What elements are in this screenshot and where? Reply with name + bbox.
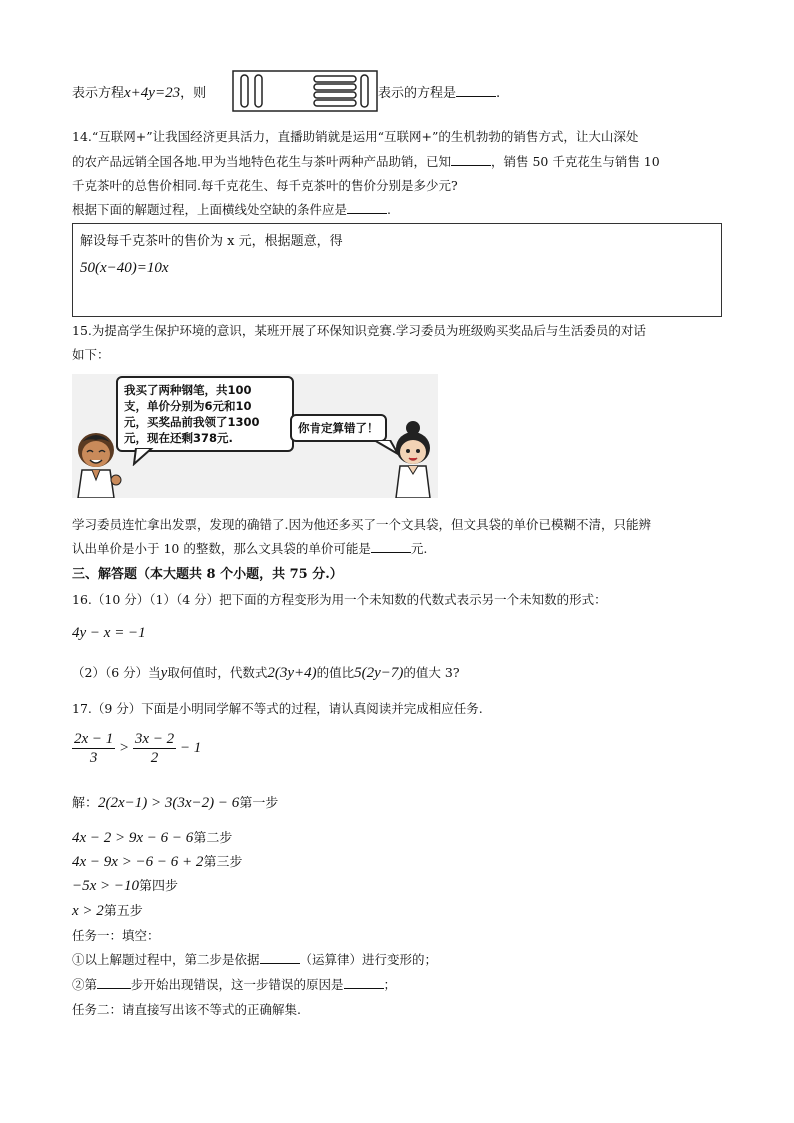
q14-answer-blank[interactable] [347, 201, 387, 214]
q17-step1-expr: 2(2x−1) > 3(3x−2) − 6 [98, 795, 240, 811]
q17-step5 [72, 902, 143, 921]
q16-part2d: 的值大 3? [403, 665, 460, 680]
q15-answer-blank[interactable] [371, 540, 411, 553]
q17-gt: > [119, 739, 130, 756]
q14-box-equation: 50(x−40)=10x [80, 260, 169, 276]
q13-equation: x+4y=23 [124, 85, 181, 101]
q17-task2: 任务二：请直接写出该不等式的正确解集. [72, 1002, 301, 1017]
q15-line2: 如下： [72, 347, 110, 362]
q17-frac2-den: 2 [150, 750, 159, 766]
q17-task1-a2: （运算律）进行变形的； [299, 952, 438, 967]
boy-character-icon [72, 430, 124, 498]
match-horizontal-1 [314, 76, 356, 82]
q16-expr2: 5(2y−7) [354, 665, 404, 681]
q17-step-number-blank[interactable] [97, 976, 131, 989]
q17-frac1-den: 3 [89, 750, 98, 766]
q13-answer-blank[interactable] [456, 84, 496, 97]
bubble-left-line4: 元，现在还剩378元. [124, 431, 233, 445]
q17-step5-suffix: 第五步 [103, 904, 143, 919]
q14-box-line1: 解设每千克茶叶的售价为 x 元，根据题意，得 [80, 234, 343, 249]
q16-expr1: 2(3y+4) [267, 665, 317, 681]
bubble-left-tail [132, 448, 162, 466]
q17-frac1-num: 2x − 1 [74, 731, 114, 747]
q17-step2-suffix: 第二步 [193, 831, 233, 846]
q15-line1: 15.为提高学生保护环境的意识，某班开展了环保知识竞赛.学习委员为班级购买奖品后与生活委员的对话 [72, 323, 646, 338]
q17-step1-suffix: 第一步 [239, 796, 279, 811]
q14-line2b: ，销售 50 千克花生与销售 10 [490, 154, 660, 169]
q14-line1: 14.“互联网+”让我国经济更具活力，直播助销就是运用“互联网+”的生机勃勃的销售方式，让大山深处 [72, 129, 639, 144]
bubble-left-line3: 元，买奖品前我领了1300 [124, 415, 260, 429]
q14-line2a: 的农产品远销全国各地.甲为当地特色花生与茶叶两种产品助销，已知 [72, 154, 451, 169]
q17-inequality [72, 730, 201, 767]
q17-step4 [72, 877, 178, 896]
q16-part2b: 取何值时，代数式 [167, 665, 268, 680]
match-horizontal-2 [314, 84, 356, 90]
q13-prefix: 表示方程 [72, 86, 125, 101]
q17-task1-b1: ②第 [72, 977, 98, 992]
q16-equation: 4y − x = −1 [72, 625, 146, 641]
q17-operation-law-blank[interactable] [260, 951, 300, 964]
q17-line1: 17.（9 分）下面是小明同学解不等式的过程，请认真阅读并完成相应任务. [72, 701, 483, 716]
q16-part2a: （2）（6 分）当 [72, 665, 161, 680]
q15-illustration [72, 374, 438, 498]
q17-step4-expr: −5x > −10 [72, 878, 140, 894]
q14-line4: 根据下面的解题过程，上面横线处空缺的条件应是 . [72, 202, 391, 217]
q14-solution-box [72, 223, 722, 317]
q17-task1-a [72, 951, 437, 969]
match-vertical-3 [361, 75, 368, 107]
q14-line3: 千克茶叶的总售价相同.每千克花生、每千克茶叶的售价分别是多少元? [72, 178, 458, 193]
speech-bubble-right: 你肯定算错了！ [290, 414, 387, 442]
q17-step2-expr: 4x − 2 > 9x − 6 − 6 [72, 830, 194, 846]
q16-part2-var: y [160, 665, 168, 681]
q16-part2 [72, 664, 460, 682]
q17-step3-suffix: 第三步 [203, 855, 243, 870]
q17-task1: 任务一：填空： [72, 928, 160, 943]
q17-step3 [72, 853, 242, 872]
q14-line4-text: 根据下面的解题过程，上面横线处空缺的条件应是 [72, 202, 348, 217]
q16-line1: 16.（10 分）（1）（4 分）把下面的方程变形为用一个未知数的代数式表示另一个未知数的形式： [72, 592, 607, 607]
q15-after-line1: 学习委员连忙拿出发票，发现的确错了.因为他还多买了一个文具袋，但文具袋的单价已模糊不清，只能辨 [72, 517, 651, 532]
q13-line [72, 84, 206, 103]
bubble-left-line1: 我买了两种钢笔，共100 [124, 383, 252, 397]
q17-frac2 [133, 730, 176, 767]
bubble-left-line2: 支，单价分别为6元和10 [124, 399, 252, 413]
match-horizontal-4 [314, 100, 356, 106]
q17-error-reason-blank[interactable] [344, 976, 384, 989]
q17-step1 [72, 794, 278, 813]
q17-step4-suffix: 第四步 [139, 879, 179, 894]
q17-task1-a1: ①以上解题过程中，第二步是依据 [72, 952, 260, 967]
q14-condition-blank[interactable] [451, 153, 491, 166]
q13-suffix-line: 表示的方程是 . [378, 86, 501, 101]
q17-minus1: − 1 [179, 739, 202, 756]
q15-after2b: 元. [410, 541, 428, 556]
q17-step3-expr: 4x − 9x > −6 − 6 + 2 [72, 854, 204, 870]
section-3-heading: 三、解答题（本大题共 8 个小题，共 75 分.） [72, 567, 343, 582]
q17-frac2-num: 3x − 2 [134, 731, 175, 747]
q15-after-line2 [72, 540, 427, 558]
q17-frac1 [72, 730, 115, 767]
q17-step2 [72, 829, 232, 848]
q17-step5-expr: x > 2 [72, 903, 104, 919]
matchstick-figure [232, 70, 378, 112]
match-vertical-2 [255, 75, 262, 107]
q16-part2c: 的值比 [316, 665, 355, 680]
speech-bubble-left [116, 376, 294, 452]
q17-step1-label: 解： [72, 796, 99, 811]
q13-suffix: 表示的方程是 [378, 86, 457, 101]
q17-task1-b3: ； [383, 977, 397, 992]
q13-mid: ，则 [180, 86, 207, 101]
match-horizontal-3 [314, 92, 356, 98]
q17-task1-b2: 步开始出现错误，这一步错误的原因是 [131, 977, 344, 992]
q15-after2a: 认出单价是小于 10 的整数，那么文具袋的单价可能是 [72, 541, 371, 556]
match-vertical-1 [241, 75, 248, 107]
q14-line2 [72, 153, 660, 171]
q17-task1-b [72, 976, 396, 994]
girl-character-icon [390, 420, 436, 498]
